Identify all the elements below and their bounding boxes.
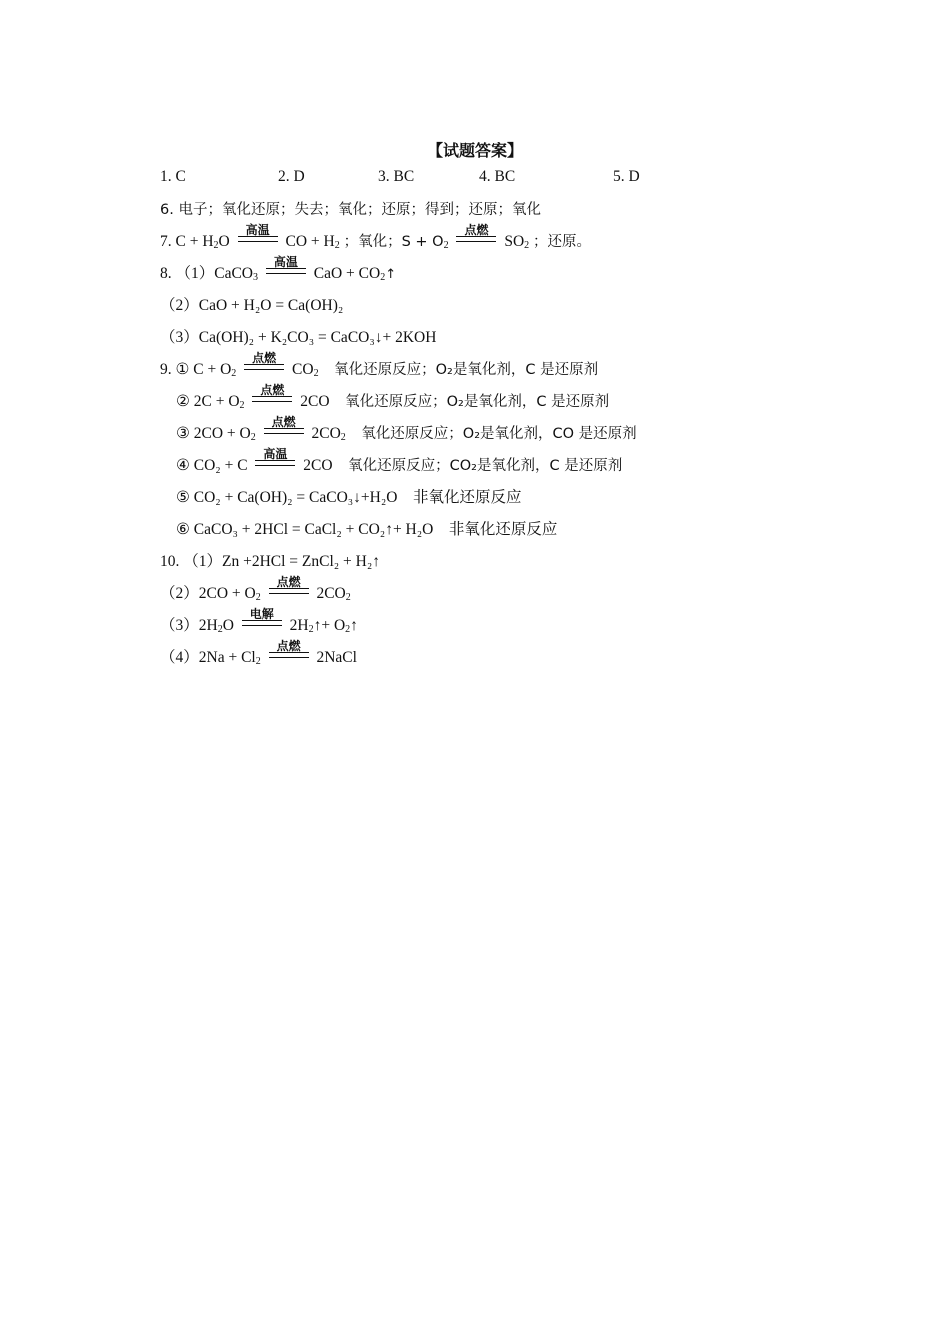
answer-9-6: ⑥ CaCO₃ + 2HCl = CaCl₂ + CO₂↑+ H₂O 非氧化还原反应	[176, 521, 558, 538]
answer-4: 4. BC	[479, 168, 516, 185]
answer-3: 3. BC	[378, 168, 415, 185]
answer-8-1: 8. （1）CaCO$_3$ 高温 CaO + $CO_2↑$	[160, 255, 397, 283]
answer-9-1: 9. ① $C + O_2$ 点燃 $CO_2$ 氧化还原反应；O₂是氧化剂，C 是还原剂	[160, 351, 599, 379]
answer-10-2: $(2)2CO + O_2$ 点燃 $2CO_2$	[160, 575, 351, 603]
answer-10-4: $(4)2Na + Cl_2$ 点燃 2NaCl	[160, 639, 357, 667]
answer-10-1: 10. （1）Zn +2HCl = ZnCl₂ + H₂↑	[160, 553, 381, 570]
answer-10-3: $(3)2H_2O$ 电解 $2H_2↑+$ $O_2↑$	[160, 607, 358, 635]
answer-5: 5. D	[613, 168, 640, 185]
reaction-condition: 高温	[266, 263, 306, 285]
reaction-condition: 点燃	[252, 391, 292, 413]
reaction-condition: 电解	[242, 615, 282, 637]
reaction-condition: 点燃	[244, 359, 284, 381]
answer-9-5: ⑤ CO₂ + Ca(OH)₂ = CaCO₃↓+H₂O 非氧化还原反应	[176, 489, 522, 506]
answer-7: 7. $C + H_2O$ 高温 CO + $H_2$ ；氧化；$S + O_2$ 点燃 $SO_2$ ；还原。	[160, 223, 592, 251]
answer-8-3: （3）Ca(OH)₂ + K₂CO₃ = CaCO₃↓+ 2KOH	[160, 329, 437, 346]
gas-arrow-icon: ↑	[385, 267, 397, 282]
answer-2: 2. D	[278, 168, 305, 185]
page-title: 【试题答案】	[426, 141, 523, 160]
reaction-condition: 点燃	[269, 647, 309, 669]
answer-1: 1. C	[160, 168, 186, 185]
answer-6: 6. 电子；氧化还原；失去；氧化；还原；得到；还原；氧化	[160, 202, 541, 218]
reaction-condition: 点燃	[456, 231, 496, 253]
reaction-condition: 点燃	[264, 423, 304, 445]
reaction-condition: 高温	[255, 455, 295, 477]
answer-8-2: （2）CaO + H₂O = Ca(OH)₂	[160, 297, 344, 314]
reaction-condition: 高温	[238, 231, 278, 253]
answer-9-2: ② $2C + O_2$ 点燃 2CO 氧化还原反应；O₂是氧化剂，C 是还原剂	[176, 383, 610, 411]
answer-9-4: ④ CO₂ + C 高温 2CO 氧化还原反应；CO₂是氧化剂，C 是还原剂	[176, 455, 622, 477]
reaction-condition: 点燃	[269, 583, 309, 605]
answer-9-3: ③ $2CO + O_2$ 点燃 $2CO_2$ 氧化还原反应；O₂是氧化剂，CO 是还原剂	[176, 415, 637, 443]
